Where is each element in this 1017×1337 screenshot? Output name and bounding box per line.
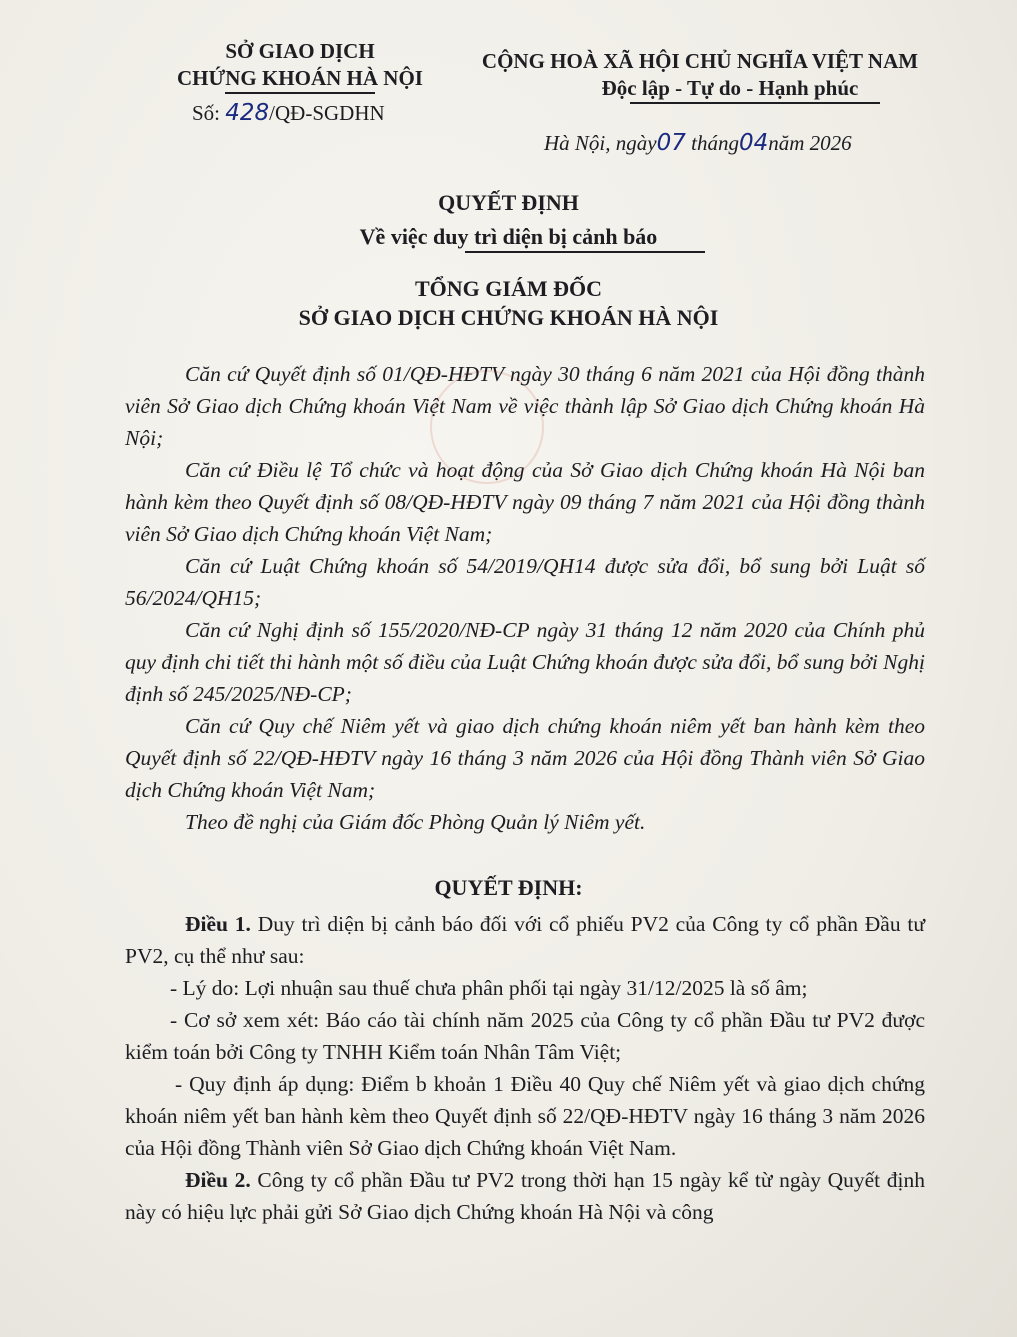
article-1-item: - Cơ sở xem xét: Báo cáo tài chính năm 2025 của Công ty cổ phần Đầu tư PV2 được kiểm toán bởi Công ty TNHH Kiểm toán Nhân Tâm Việt;: [125, 1008, 925, 1064]
document-title: QUYẾT ĐỊNH: [438, 190, 579, 215]
national-title: CỘNG HOÀ XÃ HỘI CHỦ NGHĨA VIỆT NAM: [481, 49, 919, 73]
authority-line-2: SỞ GIAO DỊCH CHỨNG KHOÁN HÀ NỘI: [298, 305, 719, 330]
basis-paragraph: Căn cứ Luật Chứng khoán số 54/2019/QH14 được sửa đổi, bổ sung bởi Luật số 56/2024/QH15;: [125, 554, 925, 610]
handwritten-number: 428: [225, 100, 270, 126]
subject-text: duy trì diện bị cảnh báo: [432, 224, 658, 249]
date-year: năm 2026: [768, 131, 852, 155]
basis-paragraph: Theo đề nghị của Giám đốc Phòng Quản lý Niêm yết.: [185, 810, 646, 834]
subject-prefix: Về việc: [359, 224, 428, 249]
basis-paragraph: Căn cứ Quyết định số 01/QĐ-HĐTV ngày 30 tháng 6 năm 2021 của Hội đồng thành viên Sở Giao dịch Chứng khoán Việt Nam về việc thành lập Sở Giao dịch Chứng khoán Hà Nội;: [125, 362, 925, 450]
date-month-word: tháng: [691, 131, 739, 155]
decision-number: [192, 100, 385, 126]
number-suffix: /QĐ-SGDHN: [269, 101, 385, 125]
motto-underline: [630, 102, 880, 104]
articles: [125, 908, 925, 1228]
legal-bases: [125, 358, 925, 838]
article-2-label: Điều 2.: [185, 1168, 251, 1192]
subject-underline: [465, 251, 705, 253]
date-prefix: Hà Nội, ngày: [544, 131, 657, 155]
basis-paragraph: Căn cứ Nghị định số 155/2020/NĐ-CP ngày 31 tháng 12 năm 2020 của Chính phủ quy định chi tiết thi hành một số điều của Luật Chứng khoán được sửa đổi, bổ sung bởi Nghị định số 245/2025/NĐ-CP;: [125, 618, 925, 706]
article-1-text: Duy trì diện bị cảnh báo đối với cổ phiếu PV2 của Công ty cổ phần Đầu tư PV2, cụ thể như sau:: [125, 912, 925, 968]
basis-paragraph: Căn cứ Điều lệ Tổ chức và hoạt động của Sở Giao dịch Chứng khoán Hà Nội ban hành kèm theo Quyết định số 08/QĐ-HĐTV ngày 09 tháng 7 năm 2021 của Hội đồng thành viên Sở Giao dịch Chứng khoán Việt Nam;: [125, 458, 925, 546]
decision-heading: QUYẾT ĐỊNH:: [434, 875, 583, 900]
issuer-underline: [225, 92, 375, 94]
basis-paragraph: Căn cứ Quy chế Niêm yết và giao dịch chứng khoán niêm yết ban hành kèm theo Quyết định số 22/QĐ-HĐTV ngày 16 tháng 3 năm 2026 của Hội đồng Thành viên Sở Giao dịch Chứng khoán Việt Nam;: [125, 714, 925, 802]
authority-line-1: TỔNG GIÁM ĐỐC: [415, 276, 602, 301]
article-1-label: Điều 1.: [185, 912, 251, 936]
handwritten-month: 04: [738, 130, 769, 156]
issuer-line-2: CHỨNG KHOÁN HÀ NỘI: [177, 66, 423, 90]
article-2: [125, 1164, 925, 1228]
issue-date: [544, 130, 852, 156]
issuer-line-1: SỞ GIAO DỊCH: [225, 39, 375, 63]
article-2-text: Công ty cổ phần Đầu tư PV2 trong thời hạn 15 ngày kể từ ngày Quyết định này có hiệu lực phải gửi Sở Giao dịch Chứng khoán Hà Nội và công: [125, 1168, 925, 1224]
article-1: [125, 908, 925, 972]
number-prefix: Số:: [192, 101, 221, 125]
handwritten-day: 07: [656, 130, 686, 156]
article-1-item: - Quy định áp dụng: Điểm b khoản 1 Điều 40 Quy chế Niêm yết và giao dịch chứng khoán niêm yết ban hành kèm theo Quyết định số 22/QĐ-HĐTV ngày 16 tháng 3 năm 2026 của Hội đồng Thành viên Sở Giao dịch Chứng khoán Việt Nam.: [125, 1072, 925, 1160]
article-1-item: - Lý do: Lợi nhuận sau thuế chưa phân phối tại ngày 31/12/2025 là số âm;: [170, 976, 808, 1000]
national-header: [480, 48, 920, 104]
document-subject: [0, 224, 1017, 250]
issuer-header: [170, 38, 430, 94]
national-motto: Độc lập - Tự do - Hạnh phúc: [601, 76, 859, 100]
